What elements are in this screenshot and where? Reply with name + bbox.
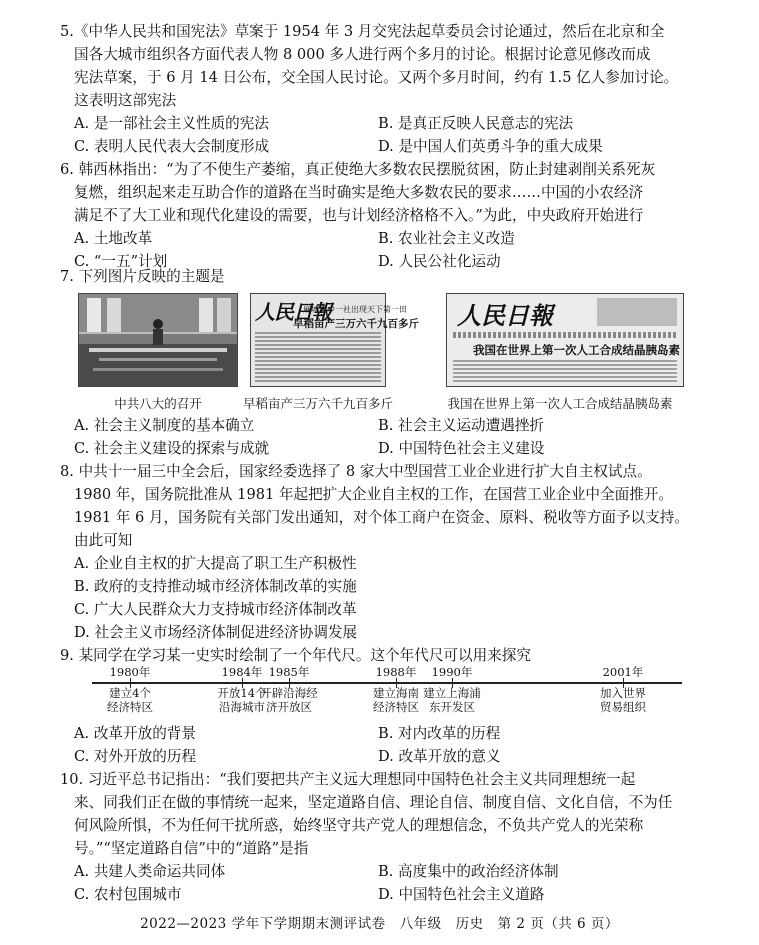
- option-c: C. 社会主义建设的探索与成就: [74, 440, 270, 457]
- option-d: D. 中国特色社会主义建设: [378, 440, 545, 457]
- timeline-year: 1990年: [431, 665, 473, 679]
- timeline-year: 1984年: [221, 665, 263, 679]
- option-a: A. 是一部社会主义性质的宪法: [74, 115, 269, 132]
- question-7-images: [78, 293, 684, 418]
- timeline-event-line: 贸易组织: [600, 700, 646, 714]
- timeline-event-line: 济开放区: [266, 700, 312, 714]
- option-a: A. 社会主义制度的基本确立: [74, 417, 255, 434]
- question-5: [60, 20, 700, 158]
- question-5-line-4: 这表明这部宪法: [74, 92, 177, 109]
- timeline-event-line: 建立4个: [109, 686, 151, 700]
- article-text-block: [255, 332, 381, 382]
- timeline-ruler: [92, 665, 682, 728]
- caption-3: 我国在世界上第一次人工合成结晶胰岛素: [447, 396, 673, 411]
- page-footer: 2022—2023 学年下学期期末测评试卷 八年级 历史 第 2 页（共 6 页）: [140, 916, 619, 932]
- option-c: C. “一五”计划: [74, 253, 168, 270]
- question-7-options-row-1: [60, 414, 700, 437]
- option-b: B. 农业社会主义改造: [378, 230, 515, 247]
- picture-insulin: [446, 293, 684, 387]
- timeline-axis: [92, 682, 682, 684]
- option-a: A. 企业自主权的扩大提高了职工生产积极性: [74, 555, 357, 572]
- timeline-year: 1985年: [268, 665, 310, 679]
- question-6-line-1: 6. 韩西林指出：“为了不使生产萎缩，真正使绝大多数农民摆脱贫困，防止封建剥削关系死灰: [60, 161, 656, 178]
- question-6-options-row-1: [60, 227, 700, 250]
- masthead: 人民日報: [457, 301, 553, 330]
- timeline-event: [217, 686, 266, 714]
- question-8-line-4: 由此可知: [74, 532, 133, 549]
- timeline-event-line: 经济特区: [373, 700, 419, 714]
- headline: 我国在世界上第一次人工合成结晶胰岛素: [473, 343, 680, 357]
- question-7-options-row-2: [60, 437, 700, 460]
- subheadline: [453, 332, 677, 338]
- question-7-stem: 7. 下列图片反映的主题是: [60, 268, 225, 285]
- option-c: C. 对外开放的历程: [74, 748, 197, 765]
- question-6-line-2: 复燃，组织起来走互助合作的道路在当时确实是绝大多数农民的要求……中国的小农经济: [74, 184, 644, 201]
- question-8-line-1: 8. 中共十一届三中全会后，国家经委选择了 8 家大中型国营工业企业进行扩大自主权试点。: [60, 463, 652, 480]
- question-7-options: [60, 414, 700, 460]
- question-5-line-3: 宪法草案，于 6 月 14 日公布，交全国人民讨论。又两个多月时间，约有 1.5 亿人参加讨论。: [74, 69, 679, 86]
- question-9-stem: 9. 某同学在学习某一史实时绘制了一个年代尺。这个年代尺可以用来探究: [60, 647, 531, 664]
- question-6: [60, 158, 700, 273]
- question-5-options-row-1: [60, 112, 700, 135]
- article-text-block: [453, 360, 677, 382]
- timeline-event-line: 开辟沿海经: [260, 686, 318, 700]
- question-8-line-2: 1980 年，国务院批准从 1981 年起把扩大企业自主权的工作，在国营工业企业中全面推开。: [74, 486, 673, 503]
- question-8: [60, 460, 700, 644]
- timeline-year: 2001年: [602, 665, 644, 679]
- option-c: C. 广大人民群众大力支持城市经济体制改革: [74, 601, 357, 618]
- question-9-options-row-2: [60, 745, 700, 768]
- option-c: C. 表明人民代表大会制度形成: [74, 138, 270, 155]
- question-5-line-2: 国各大城市组织各方面代表人物 8 000 多人进行两个多月的讨论。根据讨论意见修改而成: [74, 46, 651, 63]
- option-a: A. 改革开放的背景: [74, 725, 196, 742]
- newspaper-clipping-1: [250, 293, 419, 387]
- headline: 早稻亩产三万六千九百多斤: [293, 318, 419, 330]
- question-9-options-row-1: [60, 722, 700, 745]
- question-5-line-1: 5.《中华人民共和国宪法》草案于 1954 年 3 月交宪法起草委员会讨论通过，然后在北京和全: [60, 23, 665, 40]
- question-10-options-row-1: [60, 860, 700, 883]
- option-b: B. 是真正反映人民意志的宪法: [378, 115, 574, 132]
- headline-top: 麻城溪中一社出现天下第一田: [303, 305, 407, 314]
- question-8-line-3: 1981 年 6 月，国务院有关部门发出通知，对个体工商户在资金、原料、税收等方面予以支持。: [74, 509, 689, 526]
- question-10-line-1: 10. 习近平总书记指出：“我们要把共产主义远大理想同中国特色社会主义共同理想统一起: [60, 771, 636, 788]
- option-d: D. 改革开放的意义: [378, 748, 501, 765]
- picture-rice-yield: [250, 293, 419, 387]
- timeline-event: [107, 686, 153, 714]
- question-10-line-2: 来、同我们正在做的事情统一起来，坚定道路自信、理论自信、制度自信、文化自信，不为任: [74, 794, 673, 811]
- question-7: [60, 265, 700, 288]
- option-d: D. 人民公社化运动: [378, 253, 501, 270]
- question-10-options-row-2: [60, 883, 700, 906]
- timeline-year: 1980年: [109, 665, 151, 679]
- timeline-event-line: 加入世界: [600, 686, 646, 700]
- meeting-photo-drawing: [79, 294, 237, 386]
- timeline-event: [373, 686, 419, 714]
- question-10-line-3: 何风险所惧，不为任何干扰所惑，始终坚守共产党人的理想信念，不负共产党人的光荣称: [74, 817, 644, 834]
- timeline-event-line: 东开发区: [429, 700, 475, 714]
- option-c: C. 农村包围城市: [74, 886, 182, 903]
- question-6-line-3: 满足不了大工业和现代化建设的需要，也与计划经济格格不入。”为此，中央政府开始进行: [74, 207, 644, 224]
- question-10-line-4: 号。”“坚定道路自信”中的“道路”是指: [74, 840, 309, 857]
- timeline-event: [423, 686, 481, 714]
- timeline-event-line: 经济特区: [107, 700, 153, 714]
- timeline-event-line: 建立海南: [373, 686, 419, 700]
- meeting-photo: [78, 293, 238, 387]
- masthead-side-box: [597, 298, 677, 326]
- timeline-event-line: 开放14个: [217, 686, 267, 700]
- option-a: A. 共建人类命运共同体: [74, 863, 226, 880]
- timeline-year: 1988年: [375, 665, 417, 679]
- option-b: B. 对内改革的历程: [378, 725, 501, 742]
- timeline-event-line: 沿海城市: [218, 700, 265, 714]
- option-d: D. 中国特色社会主义道路: [378, 886, 545, 903]
- timeline-event: [600, 686, 646, 714]
- newspaper-clipping-2: [446, 293, 684, 387]
- question-9-options: [60, 722, 700, 768]
- option-d: D. 社会主义市场经济体制促进经济协调发展: [74, 624, 358, 641]
- question-5-options-row-2: [60, 135, 700, 158]
- option-b: B. 政府的支持推动城市经济体制改革的实施: [74, 578, 357, 595]
- timeline-event-line: 建立上海浦: [423, 686, 481, 700]
- question-10: [60, 768, 700, 906]
- picture-8th-congress: [78, 293, 238, 387]
- option-a: A. 土地改革: [74, 230, 153, 247]
- caption-1: 中共八大的召开: [114, 396, 202, 411]
- masthead: 人民日報: [255, 300, 331, 324]
- option-b: B. 社会主义运动遭遇挫折: [378, 417, 544, 434]
- option-b: B. 高度集中的政治经济体制: [378, 863, 559, 880]
- option-d: D. 是中国人们英勇斗争的重大成果: [378, 138, 603, 155]
- caption-2: 早稻亩产三万六千九百多斤: [242, 396, 393, 411]
- timeline-event: [260, 686, 318, 714]
